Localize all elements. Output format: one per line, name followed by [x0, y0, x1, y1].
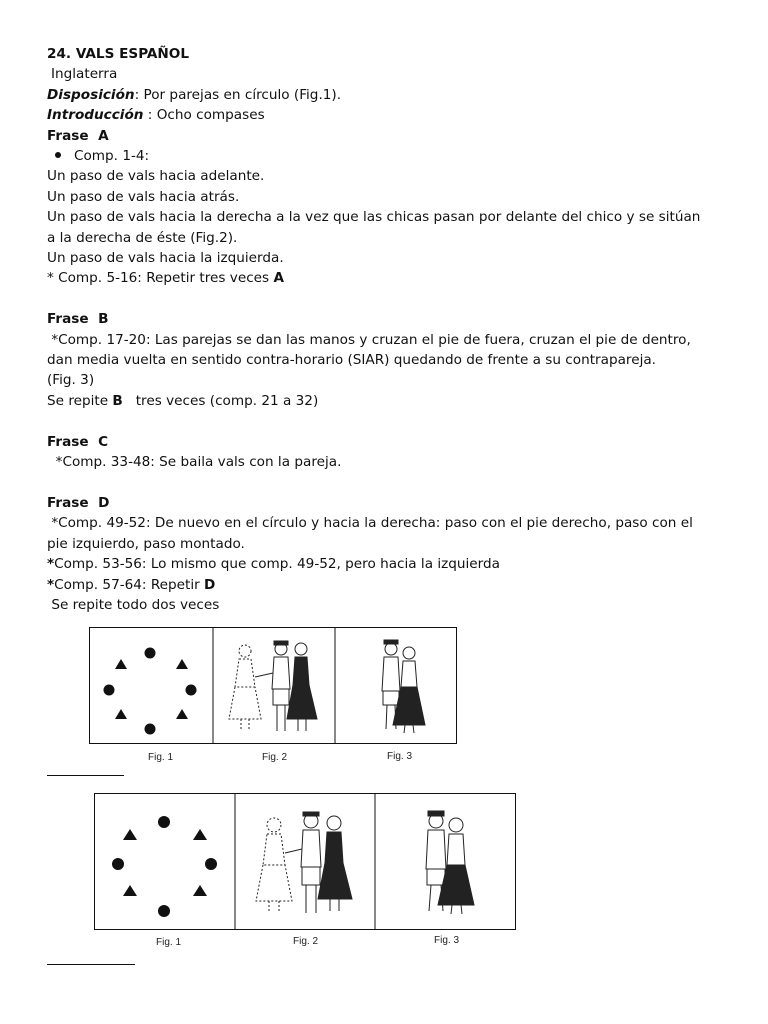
frase-b-line: (Fig. 3) — [47, 372, 95, 389]
country-line: Inglaterra — [51, 66, 118, 83]
spacer — [47, 289, 737, 309]
figure-strip-bottom — [94, 793, 518, 933]
caption-fig3-top: Fig. 3 — [387, 751, 413, 762]
frase-b-repeat-suffix: tres veces (comp. 21 a 32) — [122, 392, 319, 409]
final-line: Se repite todo dos veces — [47, 596, 220, 613]
caption-fig2-top: Fig. 2 — [262, 752, 288, 763]
frase-a-repeat — [47, 268, 737, 288]
asterisk: * — [47, 576, 55, 593]
figure-strip-top — [89, 627, 459, 747]
spacer — [47, 411, 737, 431]
frase-b-heading: Frase B — [47, 311, 109, 328]
frase-b-repeat-letter: B — [112, 392, 123, 409]
caption-fig1-top: Fig. 1 — [148, 752, 174, 763]
frase-a-repeat-letter: A — [273, 270, 284, 287]
frase-b-repeat-text: Se repite — [47, 392, 113, 409]
frase-b-line: *Comp. 17-20: Las parejas se dan las manos y cruzan el pie de fuera, cruzan el pie de dentro, — [47, 331, 691, 348]
frase-b-repeat — [47, 391, 737, 411]
introduccion-label: Introducción — [47, 107, 144, 124]
caption-fig2-bottom: Fig. 2 — [293, 936, 319, 947]
disposicion-text: : Por parejas en círculo (Fig.1). — [134, 86, 342, 103]
frase-d-line: pie izquierdo, paso montado. — [47, 535, 245, 552]
frase-a-line: Un paso de vals hacia la izquierda. — [47, 250, 284, 267]
frase-b-line: dan media vuelta en sentido contra-horario (SIAR) quedando de frente a su contrapareja. — [47, 352, 656, 369]
frase-d-line: *Comp. 49-52: De nuevo en el círculo y hacia la derecha: paso con el pie derecho, paso con el — [47, 515, 693, 532]
divider-line — [47, 964, 135, 965]
frase-a-line: Un paso de vals hacia adelante. — [47, 168, 265, 185]
introduccion-text: : Ocho compases — [143, 107, 265, 124]
caption-fig3-bottom: Fig. 3 — [434, 935, 460, 946]
frase-d-line4 — [47, 575, 737, 595]
frase-a-line: a la derecha de éste (Fig.2). — [47, 229, 238, 246]
introduccion-line — [47, 105, 737, 125]
divider-line — [47, 775, 124, 776]
figure-strip-bottom-drawing — [94, 793, 518, 933]
spacer — [47, 473, 737, 493]
disposicion-label: Disposición — [47, 86, 135, 103]
dance-title: 24. VALS ESPAÑOL — [47, 46, 190, 62]
disposicion-line — [47, 85, 737, 105]
frase-d-repeat-letter: D — [204, 576, 216, 593]
frase-a-repeat-text: * Comp. 5-16: Repetir tres veces — [47, 270, 274, 287]
asterisk: * — [47, 556, 55, 573]
frase-a-heading: Frase A — [47, 127, 109, 144]
frase-d-line3-text: Comp. 53-56: Lo mismo que comp. 49-52, pero hacia la izquierda — [54, 556, 500, 573]
bullet-icon — [55, 152, 61, 158]
frase-d-line3 — [47, 554, 737, 574]
frase-c-line: *Comp. 33-48: Se baila vals con la pareja. — [47, 454, 342, 471]
caption-fig1-bottom: Fig. 1 — [156, 937, 182, 948]
frase-a-line: Un paso de vals hacia la derecha a la vez que las chicas pasan por delante del chico y se sitúan — [47, 209, 701, 226]
document-body — [47, 44, 737, 615]
frase-c-heading: Frase C — [47, 433, 109, 450]
frase-a-bullet-line — [47, 146, 737, 166]
figure-strip-top-drawing — [89, 627, 459, 747]
frase-a-line: Un paso de vals hacia atrás. — [47, 188, 240, 205]
frase-d-heading: Frase D — [47, 494, 110, 511]
frase-d-line4-text: Comp. 57-64: Repetir — [54, 576, 205, 593]
frase-a-bullet-text: Comp. 1-4: — [74, 148, 150, 165]
